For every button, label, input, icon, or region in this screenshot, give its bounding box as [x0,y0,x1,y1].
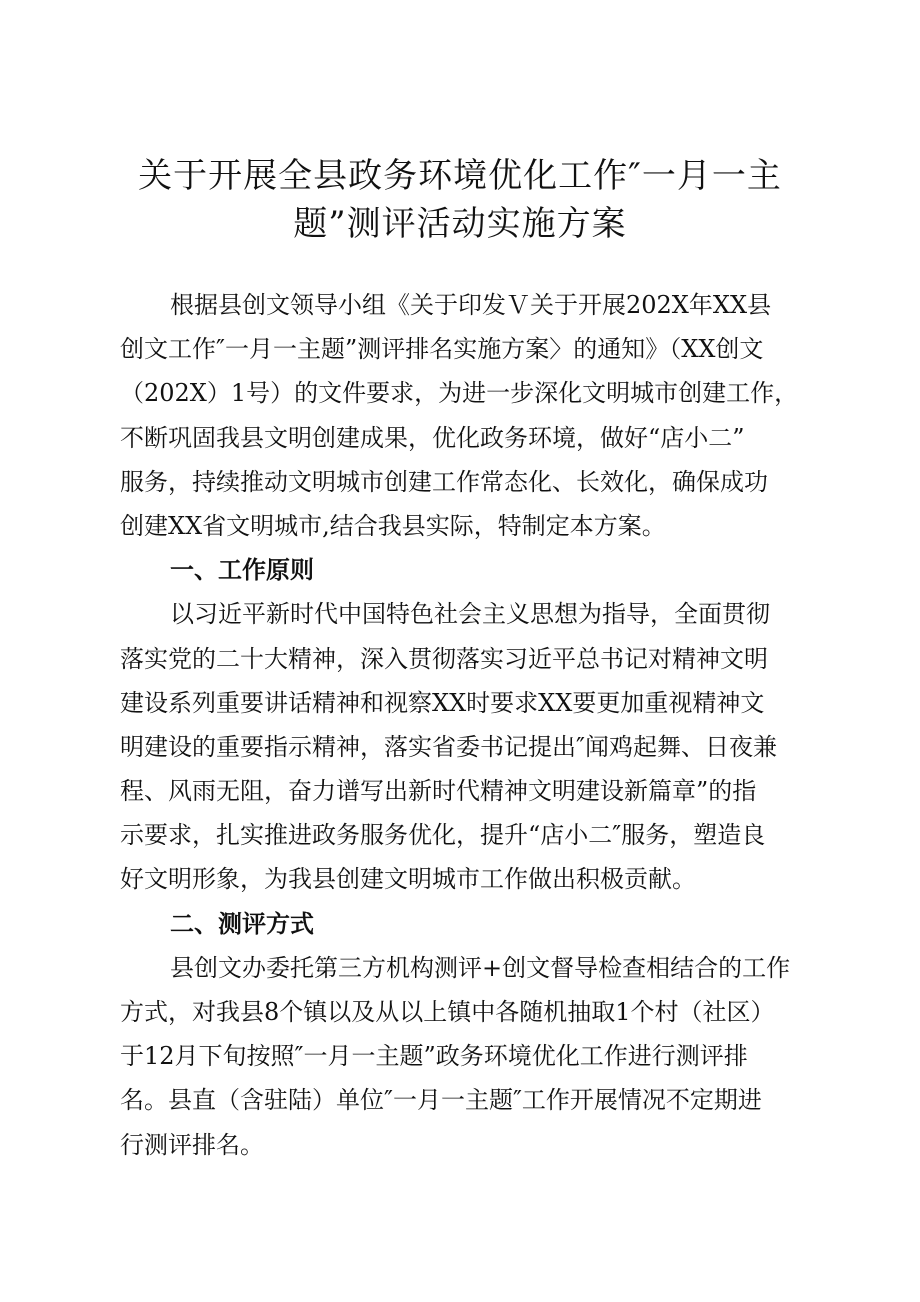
document-title [100,152,820,248]
principles-line: 好文明形象，为我县创建文明城市工作做出积极贡献。 [120,865,696,894]
method-line: 方式，对我县8个镇以及从以上镇中各随机抽取1个村（社区） [120,998,775,1026]
intro-line: 创建XX省文明城市,结合我县实际，特制定本方案。 [120,511,666,540]
intro-line: 创文工作″一月一主题”测评排名实施方案〉的通知》（XX创文 [120,335,764,364]
section-heading-evaluation-method: 二、测评方式 [170,909,314,938]
principles-line: 示要求，扎实推进政务服务优化，提升“店小二″服务，塑造良 [120,821,766,850]
method-line: 县创文办委托第三方机构测评+创文督导检查相结合的工作 [170,953,791,982]
title-line-2: 题”测评活动实施方案 [293,204,627,244]
method-line: 于12月下旬按照″一月一主题”政务环境优化工作进行测评排 [120,1042,748,1071]
intro-line: 根据县创文领导小组《关于印发Ｖ关于开展202X年XX县 [170,291,772,319]
document-body [120,283,810,1167]
principles-line: 落实党的二十大精神，深入贯彻落实习近平总书记对精神文明 [120,644,768,673]
intro-line: 服务，持续推动文明城市创建工作常态化、长效化，确保成功 [120,467,768,496]
principles-line: 以习近平新时代中国特色社会主义思想为指导，全面贯彻 [170,600,770,629]
principles-line: 程、风雨无阻，奋力谱写出新时代精神文明建设新篇章”的指 [120,777,757,806]
title-line-1: 关于开展全县政务环境优化工作″一月一主 [138,156,782,196]
principles-line: 明建设的重要指示精神，落实省委书记提出″闻鸡起舞、日夜兼 [120,732,777,761]
method-line: 行测评排名。 [120,1130,264,1159]
method-line: 名。县直（含驻陆）单位″一月一主题″工作开展情况不定期进 [120,1086,762,1115]
intro-line: 不断巩固我县文明创建成果，优化政务环境，做好“店小二” [120,423,745,452]
principles-line: 建设系列重要讲话精神和视察XX时要求XX要更加重视精神文 [120,688,765,717]
intro-line: （202X）1号）的文件要求，为进一步深化文明城市创建工作， [120,379,799,408]
section-heading-work-principles: 一、工作原则 [170,556,314,585]
